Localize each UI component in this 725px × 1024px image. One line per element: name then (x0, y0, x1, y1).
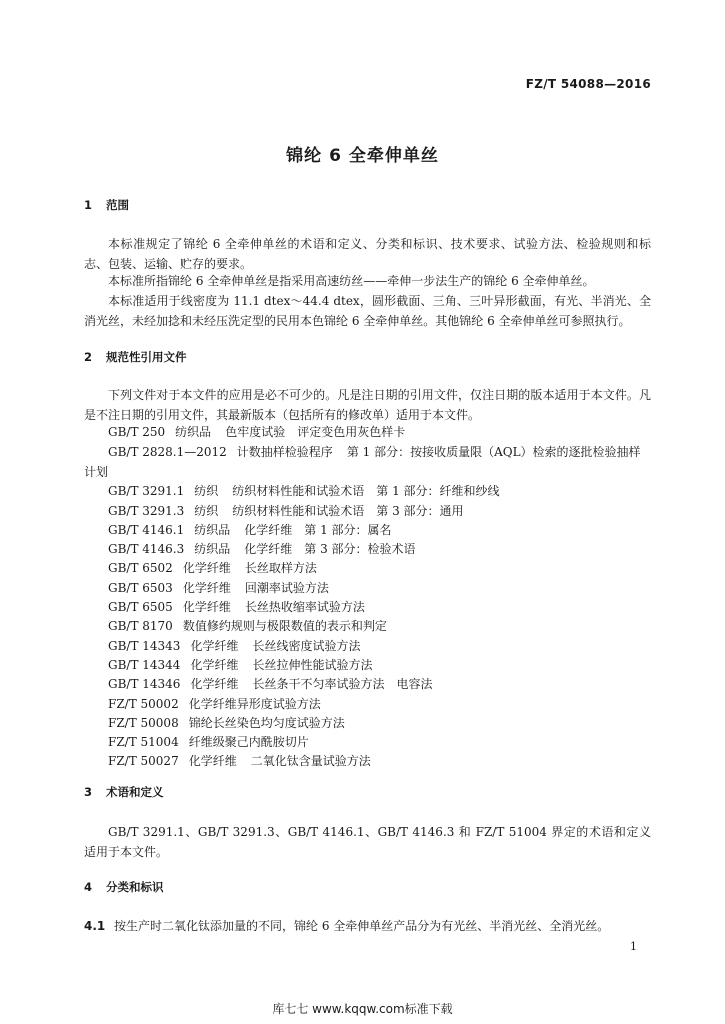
reference-title: 化学纤维 (190, 677, 239, 692)
reference-title: 化学纤维异形度试验方法 (188, 696, 321, 711)
reference-subtitle: 纺织材料性能和试验术语 第 3 部分：通用 (232, 503, 464, 518)
reference-title: 纺织品 (194, 542, 231, 557)
section-title: 范围 (106, 198, 129, 212)
paragraph: 本标准适用于线密度为 11.1 dtex～44.4 dtex，圆形截面、三角、三叶异形截面，有光、半消光、全消光丝，未经加捻和未经压洗定型的民用本色锦纶 6 全牵伸单丝。其他锦纶 6 全牵伸单丝可参照执行。 (84, 294, 651, 328)
reference-subtitle: 纺织材料性能和试验术语 第 1 部分：纤维和纱线 (232, 484, 500, 499)
reference-item (108, 521, 651, 540)
reference-code: GB/T 6503 (108, 580, 173, 595)
section-number: 1 (84, 198, 93, 212)
reference-item (84, 442, 651, 482)
reference-title: 锦纶长丝染色均匀度试验方法 (188, 715, 345, 730)
reference-title: 化学纤维 (190, 638, 239, 653)
clause-4-1 (84, 917, 609, 934)
clause-number: 4.1 (84, 919, 106, 933)
reference-subtitle: 长丝线密度试验方法 (252, 638, 361, 653)
reference-title: 化学纤维 (182, 600, 231, 615)
reference-subtitle: 回潮率试验方法 (244, 580, 329, 595)
reference-item (108, 559, 651, 578)
reference-title: 纺织品 (194, 522, 231, 537)
reference-code: FZ/T 51004 (108, 735, 179, 750)
reference-title: 纺织 (194, 503, 219, 518)
reference-subtitle: 化学纤维 第 3 部分：检验术语 (244, 542, 416, 557)
paragraph: 本标准所指锦纶 6 全牵伸单丝是指采用高速纺丝——牵伸一步法生产的锦纶 6 全牵伸单丝。 (108, 274, 595, 288)
standard-code: FZ/T 54088—2016 (525, 77, 651, 91)
document-title: 锦纶 6 全牵伸单丝 (286, 146, 439, 166)
reference-title: 数值修约规则与极限数值的表示和判定 (182, 619, 387, 634)
reference-subtitle: 长丝拉伸性能试验方法 (252, 657, 373, 672)
reference-title: 化学纤维 (182, 561, 231, 576)
reference-subtitle: 二氧化钛含量试验方法 (250, 754, 371, 769)
paragraph: 本标准规定了锦纶 6 全牵伸单丝的术语和定义、分类和标识、技术要求、试验方法、检验规则和标志、包装、运输、贮存的要求。 (84, 237, 651, 271)
reference-code: GB/T 4146.1 (108, 522, 185, 537)
page-number: 1 (630, 940, 637, 953)
reference-item (108, 675, 651, 694)
reference-title: 纺织品 (175, 425, 212, 439)
section-number: 3 (84, 785, 93, 799)
reference-title: 化学纤维 (190, 657, 239, 672)
paragraph: 下列文件对于本文件的应用是必不可少的。凡是注日期的引用文件，仅注日期的版本适用于本文件。凡是不注日期的引用文件，其最新版本（包括所有的修改单）适用于本文件。 (84, 388, 651, 422)
reference-code: GB/T 2828.1—2012 (108, 445, 227, 460)
watermark: 库七七 www.kqqw.com标准下载 (272, 1002, 453, 1016)
reference-code: GB/T 14343 (108, 638, 181, 653)
reference-item (108, 656, 651, 675)
reference-title: 纺织 (194, 484, 219, 499)
reference-code: FZ/T 50002 (108, 696, 179, 711)
reference-code: GB/T 8170 (108, 619, 173, 634)
reference-item (108, 637, 651, 656)
reference-code: GB/T 6505 (108, 600, 173, 615)
reference-item (108, 423, 651, 442)
reference-item (108, 482, 651, 501)
section-title: 规范性引用文件 (106, 350, 187, 364)
reference-item (108, 714, 651, 733)
reference-subtitle: 色牢度试验 评定变色用灰色样卡 (225, 425, 406, 439)
reference-subtitle: 长丝条干不匀率试验方法 电容法 (252, 677, 433, 692)
reference-title: 化学纤维 (188, 754, 237, 769)
reference-subtitle: 第 1 部分：按接收质量限（AQL）检索的逐批检验抽样 (346, 445, 641, 460)
reference-subtitle: 长丝取样方法 (244, 561, 317, 576)
section-heading-4 (84, 879, 164, 895)
reference-code: FZ/T 50027 (108, 754, 179, 769)
section-heading-2 (84, 349, 187, 365)
reference-item (108, 502, 651, 521)
reference-item (108, 617, 651, 636)
reference-code: GB/T 6502 (108, 561, 173, 576)
reference-subtitle: 化学纤维 第 1 部分：属名 (244, 522, 392, 537)
reference-title: 纤维级聚己内酰胺切片 (188, 735, 309, 750)
paragraph: GB/T 3291.1、GB/T 3291.3、GB/T 4146.1、GB/T 4146.3 和 FZ/T 51004 界定的术语和定义适用于本文件。 (84, 825, 651, 859)
section-heading-3 (84, 784, 164, 800)
reference-title: 化学纤维 (182, 580, 231, 595)
section-title: 分类和标识 (106, 880, 164, 894)
section-number: 4 (84, 880, 93, 894)
reference-item (108, 598, 651, 617)
reference-code: GB/T 3291.3 (108, 503, 185, 518)
reference-code: GB/T 4146.3 (108, 542, 185, 557)
section-title: 术语和定义 (106, 785, 164, 799)
normative-reference-list (84, 423, 651, 772)
reference-code: GB/T 14346 (108, 677, 181, 692)
reference-code: GB/T 14344 (108, 657, 181, 672)
reference-code: GB/T 250 (108, 425, 166, 439)
reference-item (108, 540, 651, 559)
section-number: 2 (84, 350, 93, 364)
reference-code: FZ/T 50008 (108, 715, 179, 730)
reference-item (108, 733, 651, 752)
reference-title: 计数抽样检验程序 (236, 445, 333, 460)
reference-code: GB/T 3291.1 (108, 484, 185, 499)
reference-continuation: 计划 (84, 465, 109, 480)
reference-item (108, 752, 651, 771)
reference-item (108, 579, 651, 598)
reference-subtitle: 长丝热收缩率试验方法 (244, 600, 365, 615)
reference-item (108, 695, 651, 714)
clause-text: 按生产时二氧化钛添加量的不同，锦纶 6 全牵伸单丝产品分为有光丝、半消光丝、全消光丝。 (114, 919, 610, 933)
section-heading-1 (84, 197, 129, 213)
